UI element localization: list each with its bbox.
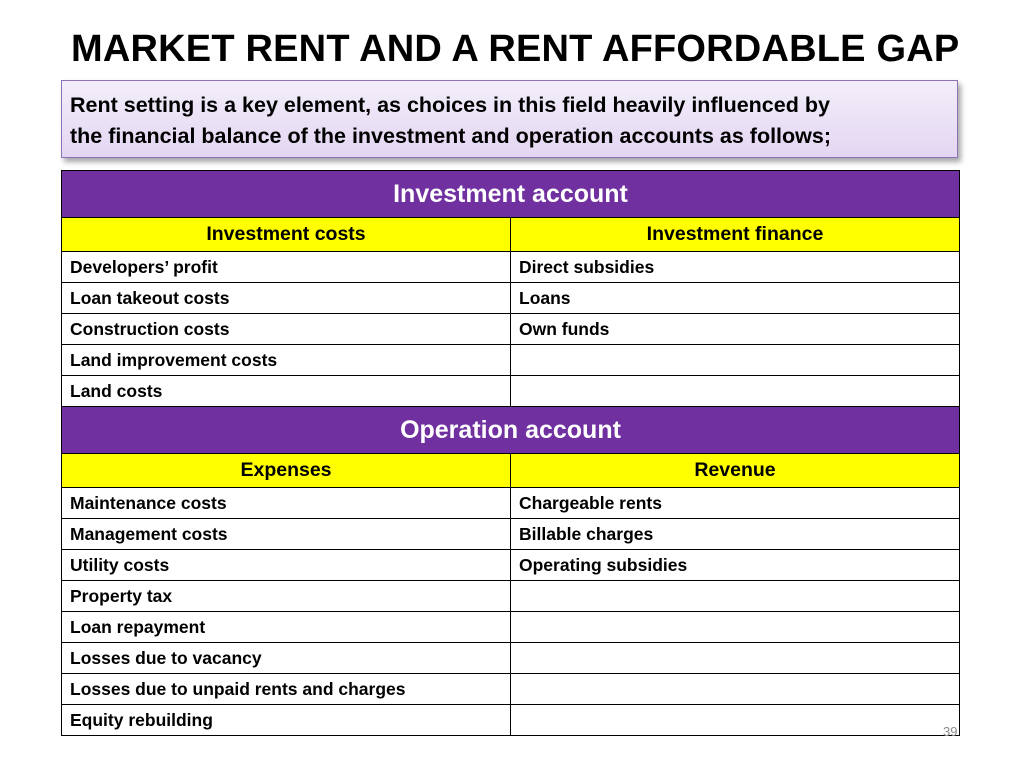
investment-finance-cell xyxy=(511,345,960,376)
operation-account-heading: Operation account xyxy=(62,407,960,454)
operation-row xyxy=(62,612,960,643)
operation-row xyxy=(62,705,960,736)
expense-cell: Losses due to unpaid rents and charges xyxy=(62,674,511,705)
intro-line-2: the financial balance of the investment and operation accounts as follows; xyxy=(70,124,832,148)
investment-row xyxy=(62,252,960,283)
investment-costs-header: Investment costs xyxy=(62,218,511,252)
investment-cost-cell: Land costs xyxy=(62,376,511,407)
revenue-cell: Operating subsidies xyxy=(511,550,960,581)
operation-row xyxy=(62,488,960,519)
investment-cost-cell: Construction costs xyxy=(62,314,511,345)
investment-row xyxy=(62,345,960,376)
revenue-cell xyxy=(511,581,960,612)
operation-row xyxy=(62,519,960,550)
expense-cell: Losses due to vacancy xyxy=(62,643,511,674)
expense-cell: Utility costs xyxy=(62,550,511,581)
investment-row xyxy=(62,314,960,345)
investment-account-heading: Investment account xyxy=(62,171,960,218)
revenue-header: Revenue xyxy=(511,454,960,488)
revenue-cell xyxy=(511,674,960,705)
expense-cell: Maintenance costs xyxy=(62,488,511,519)
investment-cost-cell: Loan takeout costs xyxy=(62,283,511,314)
expense-cell: Management costs xyxy=(62,519,511,550)
investment-finance-cell: Direct subsidies xyxy=(511,252,960,283)
investment-finance-cell: Own funds xyxy=(511,314,960,345)
investment-account-header-row xyxy=(62,171,960,218)
revenue-cell: Chargeable rents xyxy=(511,488,960,519)
investment-cost-cell: Land improvement costs xyxy=(62,345,511,376)
investment-finance-header: Investment finance xyxy=(511,218,960,252)
operation-row xyxy=(62,581,960,612)
operation-row xyxy=(62,674,960,705)
revenue-cell xyxy=(511,705,960,736)
accounts-table xyxy=(61,170,960,736)
expense-cell: Equity rebuilding xyxy=(62,705,511,736)
investment-row xyxy=(62,376,960,407)
operation-account-header-row xyxy=(62,407,960,454)
expenses-header: Expenses xyxy=(62,454,511,488)
intro-line-1: Rent setting is a key element, as choices in this field heavily influenced by xyxy=(70,93,830,117)
investment-subheader-row xyxy=(62,218,960,252)
operation-subheader-row xyxy=(62,454,960,488)
operation-row xyxy=(62,550,960,581)
page-number: 39 xyxy=(943,724,958,739)
investment-row xyxy=(62,283,960,314)
operation-row xyxy=(62,643,960,674)
investment-cost-cell: Developers’ profit xyxy=(62,252,511,283)
expense-cell: Property tax xyxy=(62,581,511,612)
investment-finance-cell xyxy=(511,376,960,407)
investment-finance-cell: Loans xyxy=(511,283,960,314)
slide-title: MARKET RENT AND A RENT AFFORDABLE GAP xyxy=(71,28,960,70)
revenue-cell: Billable charges xyxy=(511,519,960,550)
expense-cell: Loan repayment xyxy=(62,612,511,643)
revenue-cell xyxy=(511,612,960,643)
intro-text-box xyxy=(61,80,958,158)
revenue-cell xyxy=(511,643,960,674)
